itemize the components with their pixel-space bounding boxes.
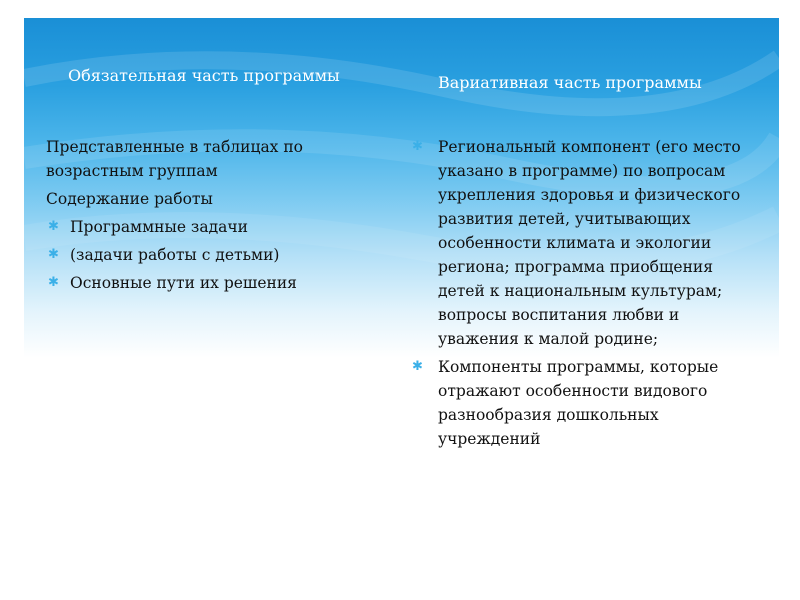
- list-item: [414, 135, 754, 351]
- right-column-content: [414, 135, 754, 455]
- list-item-text: (задачи работы с детьми): [70, 246, 280, 264]
- left-column-content: [46, 135, 346, 299]
- right-column-heading: Вариативная часть программы: [438, 73, 702, 92]
- list-item: [46, 271, 346, 295]
- left-subheading: Содержание работы: [46, 190, 213, 208]
- slide: [24, 18, 779, 584]
- list-item: [414, 355, 754, 451]
- list-item: [46, 243, 346, 267]
- list-item-text: Компоненты программы, которые отражают особенности видового разнообразия дошкольных учреждений: [438, 358, 719, 448]
- star-bullet-icon: ✱: [48, 275, 59, 290]
- star-bullet-icon: ✱: [412, 139, 423, 154]
- right-list: [414, 135, 754, 451]
- left-list: [46, 215, 346, 295]
- list-item-text: Основные пути их решения: [70, 274, 297, 292]
- list-item: [46, 215, 346, 239]
- left-column-heading: Обязательная часть программы: [68, 66, 340, 85]
- list-item-text: Программные задачи: [70, 218, 248, 236]
- star-bullet-icon: ✱: [48, 247, 59, 262]
- star-bullet-icon: ✱: [412, 359, 423, 374]
- star-bullet-icon: ✱: [48, 219, 59, 234]
- left-intro-text: Представленные в таблицах по возрастным группам: [46, 138, 304, 180]
- list-item-text: Региональный компонент (его место указано в программе) по вопросам укрепления здоровья и физического развития детей, учитывающих особенности климата и экологии региона; программа приобщения детей к национальным культурам; вопросы воспитания любви и уважения к малой родине;: [438, 138, 741, 348]
